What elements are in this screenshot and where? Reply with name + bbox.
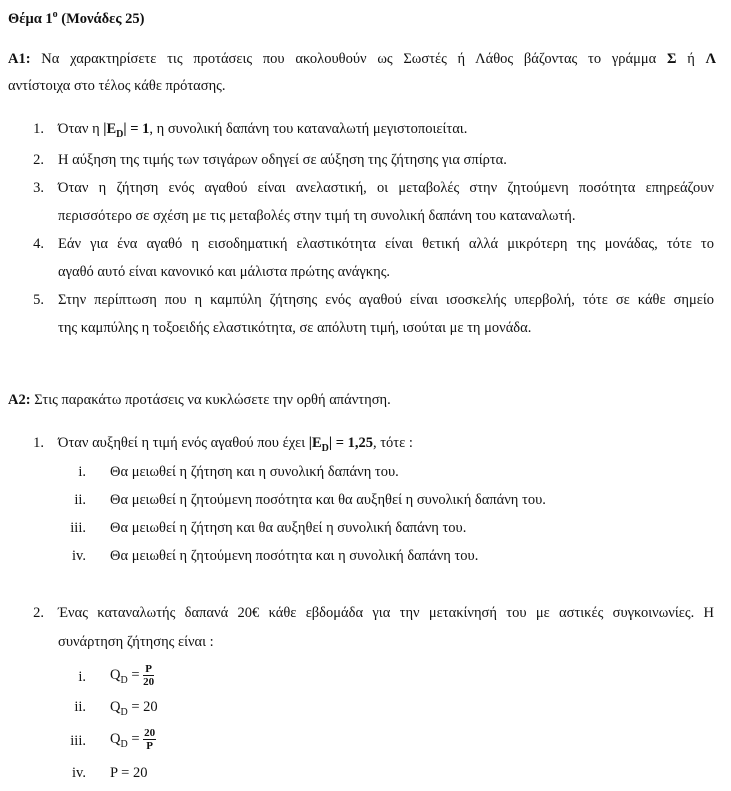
a1-item-4-line2: αγαθό αυτό είναι κανονικό και μάλιστα πρώτης ανάγκης. [58,264,391,280]
a1-item-4-line1: Εάν για ένα αγαθό η εισοδηματική ελαστικότητα είναι θετική αλλά μικρότερη της μονάδας, τότε το [58,236,714,252]
elasticity-subscript: D [321,442,329,454]
option-numeral: i. [78,464,86,480]
page-heading [8,6,144,28]
fraction [143,727,156,752]
option-numeral: iii. [70,520,86,536]
a1-item-2-text: Η αύξηση της τιμής των τσιγάρων οδηγεί σε αύξηση της ζήτησης για σπίρτα. [58,152,507,168]
a1-intro-text: Να χαρακτηρίσετε τις προτάσεις που ακολουθούν ως Σωστές ή Λάθος βάζοντας το γράμμα [30,51,668,67]
q1-option-iv: Θα μειωθεί η ζητούμενη ποσότητα και η συνολική δαπάνη του. [110,548,479,564]
elasticity-value: = 1 [126,121,150,137]
a1-label: Α1: [8,51,31,67]
equation-rhs: = 20 [127,699,158,715]
abs-bar: | [123,121,127,137]
option-numeral: iv. [72,548,86,564]
option-numeral: i. [78,669,86,685]
elasticity-subscript: D [116,128,124,140]
equals-sign: = [127,667,144,683]
item-number: 4. [33,236,44,252]
elasticity-symbol: E [311,435,322,451]
q2-option-iv: P = 20 [110,765,148,781]
quantity-subscript: D [120,738,128,750]
item-pre: Όταν η [58,121,104,137]
q1-option-iii: Θα μειωθεί η ζήτηση και θα αυξηθεί η συνολική δαπάνη του. [110,520,467,536]
question-number: 1. [33,435,44,451]
a1-item-3-line2: περισσότερο σε σχέση με τις μεταβολές στην τιμή τη συνολική δαπάνη του καταναλωτή. [58,208,576,224]
a2-q2-line2: συνάρτηση ζήτησης είναι : [58,634,214,650]
a1-intro-line1 [8,50,716,68]
elasticity-value: = 1,25 [332,435,373,451]
a2-intro [8,391,391,409]
a2-q1-text: Όταν αυξηθεί η τιμή ενός αγαθού που έχει $|E_D| = 1,25$, τότε : [58,435,413,454]
fraction [143,663,154,688]
a2-intro-text: Στις παρακάτω προτάσεις να κυκλώσετε την ορθή απάντηση. [30,392,391,408]
q1-pre: Όταν αυξηθεί η τιμή ενός αγαθού που έχει [58,435,309,451]
option-numeral: ii. [74,699,86,715]
equals-sign: = [127,731,144,747]
quantity-symbol: Q [110,667,121,683]
item-number: 2. [33,152,44,168]
option-numeral: ii. [74,492,86,508]
quantity-subscript: D [120,674,128,686]
elasticity-symbol: E [106,121,117,137]
option-numeral: iv. [72,765,86,781]
quantity-subscript: D [120,706,128,718]
quantity-symbol: Q [110,699,121,715]
a1-item-1-text [58,120,467,144]
q2-option-ii [110,698,158,722]
question-number: 2. [33,605,44,621]
q2-option-iii [110,724,156,760]
q1-option-ii: Θα μειωθεί η ζητούμενη ποσότητα και θα αυξηθεί η συνολική δαπάνη του. [110,492,546,508]
item-post: , η συνολική δαπάνη του καταναλωτή μεγιστοποιείται. [149,121,468,137]
lambda-letter: Λ [705,51,716,67]
fraction-numerator: 20 [144,727,156,740]
a2-q2-line1: Ένας καταναλωτής δαπανά 20€ κάθε εβδομάδα για την μετακίνησή του με αστικές συγκοινωνίες. Η [58,605,714,621]
fraction-denominator: P [146,740,154,753]
quantity-symbol: Q [110,731,121,747]
a2-label: Α2: [8,392,31,408]
fraction-denominator: 20 [143,676,155,689]
a1-item-5-line2: της καμπύλης η τοξοειδής ελαστικότητα, σε απόλυτη τιμή, ισούται με τη μονάδα. [58,320,532,336]
sigma-letter: Σ [667,51,677,67]
abs-bar: | [103,121,107,137]
q1-option-i: Θα μειωθεί η ζήτηση και η συνολική δαπάνη του. [110,464,399,480]
item-number: 5. [33,292,44,308]
fraction-numerator: P [143,663,154,676]
item-number: 3. [33,180,44,196]
item-number: 1. [33,121,44,137]
q1-post: , τότε : [372,435,413,451]
heading-rest: (Μονάδες 25) [57,10,145,27]
heading-thema: Θέμα 1 [8,10,53,27]
a1-item-3-line1: Όταν η ζήτηση ενός αγαθού είναι ανελαστική, οι μεταβολές στην ζητούμενη ποσότητα επηρεάζουν [58,180,714,196]
heading-sup: ο [52,9,58,20]
q2-option-i [110,660,154,696]
a1-intro-or: ή [676,51,706,67]
a1-item-5-line1: Στην περίπτωση που η καμπύλη ζήτησης ενός αγαθού είναι ισοσκελής υπερβολή, τότε σε κάθε σημείο [58,292,714,308]
a1-intro-line2: αντίστοιχα στο τέλος κάθε πρότασης. [8,78,226,94]
option-numeral: iii. [70,733,86,749]
